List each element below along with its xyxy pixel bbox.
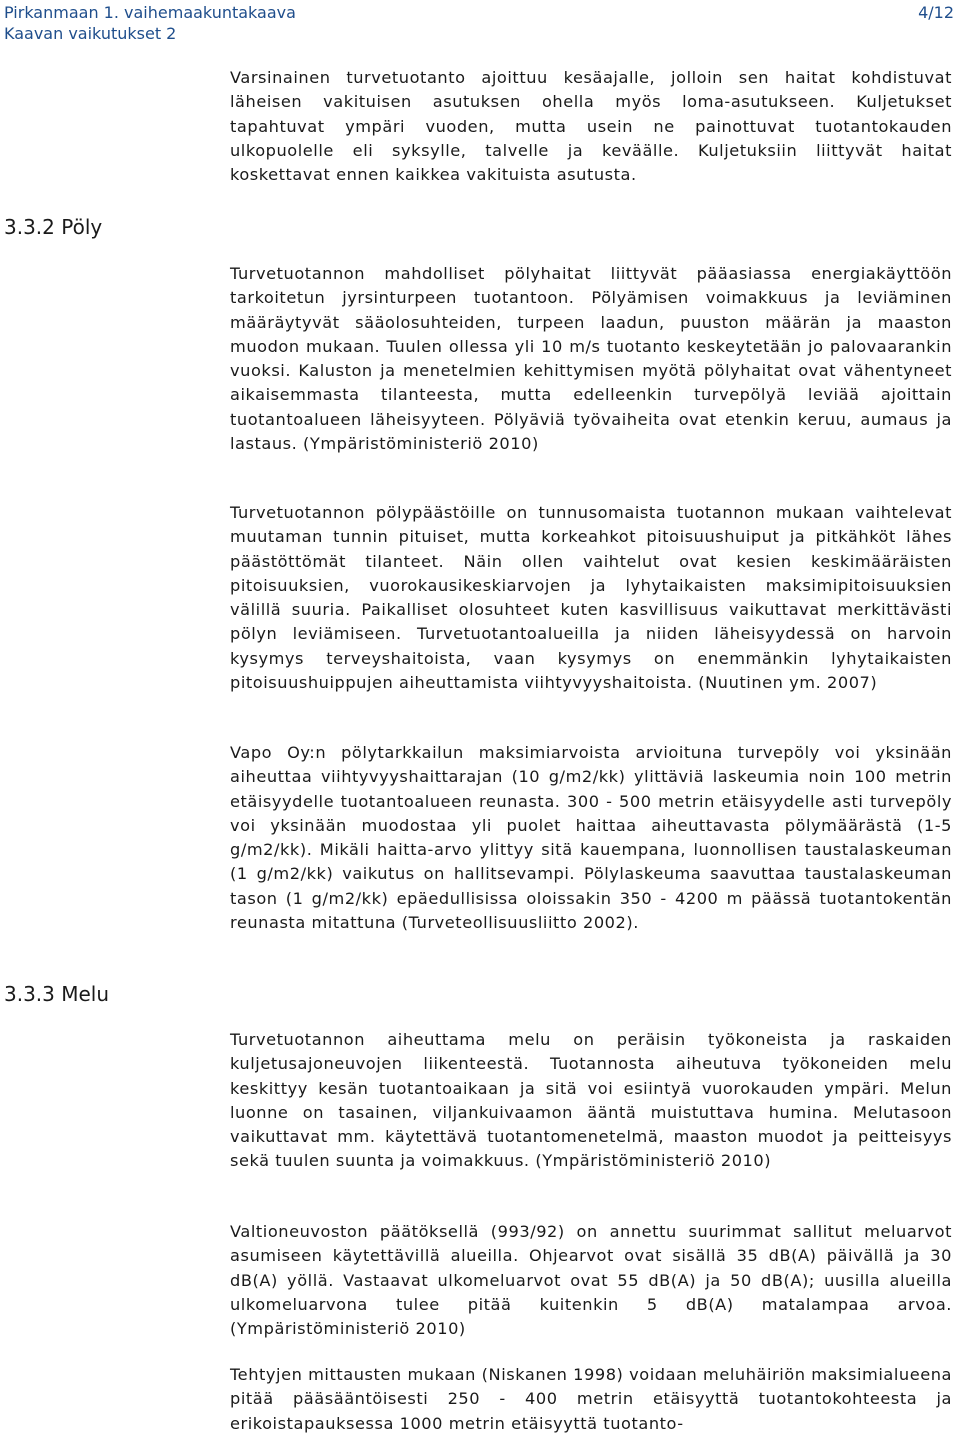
section-heading-poly: 3.3.2 Pöly (4, 215, 103, 239)
section-heading-melu: 3.3.3 Melu (4, 982, 110, 1006)
paragraph-dust-intro: Turvetuotannon mahdolliset pölyhaitat liittyvät pääasiassa energiakäyttöön tarkoitetun jyrsinturpeen tuotantoon. Pölyämisen voimakkuus ja leviäminen määräytyvät sääolosuhteiden, turpeen laadun, puuston määrän ja maaston muodon mukaan. Tuulen ollessa yli 10 m/s tuotanto keskeytetään jo palovaarankin vuoksi. Kaluston ja menetelmien kehittymisen myötä pölyhaitat ovat vähentyneet aikaisemmasta tilanteesta, mutta edelleenkin turvepölyä leviää ajoittain tuotantoalueen läheisyyteen. Pölyäviä työvaiheita ovat etenkin keruu, aumaus ja lastaus. (Ympäristöministeriö 2010) (230, 264, 952, 454)
paragraph-noise-intro: Turvetuotannon aiheuttama melu on peräisin työkoneista ja raskaiden kuljetusajoneuvojen liikenteestä. Tuotannosta aiheutuva työkoneiden melu keskittyy kesän tuotantoaikaan ja sitä voi esiintyä vuorokauden ympäri. Melun luonne on tasainen, viljankuivaamon ääntä muistuttava humina. Melutasoon vaikuttavat mm. käytettävä tuotantomenetelmä, maaston muodot ja peitteisyys sekä tuulen suunta ja voimakkuus. (Ympäristöministeriö 2010) (230, 1030, 952, 1171)
paragraph-noise-measurements: Tehtyjen mittausten mukaan (Niskanen 1998) voidaan meluhäiriön maksimialueena pitää pääsääntöisesti 250 - 400 metrin etäisyyttä tuotantokohteesta ja erikoistapauksessa 1000 metrin etäisyyttä tuotanto- (230, 1365, 952, 1433)
paragraph-transport: Varsinainen turvetuotanto ajoittuu kesäajalle, jolloin sen haitat kohdistuvat läheisen vakituisen asutuksen ohella myös loma-asutukseen. Kuljetukset tapahtuvat ympäri vuoden, mutta usein ne painottuvat tuotantokauden ulkopuolelle eli syksylle, talvelle ja keväälle. Kuljetuksiin liittyvät haitat koskettavat ennen kaikkea vakituista asutusta. (230, 68, 952, 185)
document-subtitle: Kaavan vaikutukset 2 (4, 24, 177, 43)
page-number: 4/12 (918, 3, 954, 22)
paragraph-dust-emissions: Turvetuotannon pölypäästöille on tunnusomaista tuotannon mukaan vaihtelevat muutaman tunnin pituiset, mutta korkeahkot pitoisuushuiput ja pitkähköt lähes päästöttömät tilanteet. Näin ollen vaihtelut ovat kesien keskimääräisten pitoisuuksien, vuorokausikeskiarvojen ja lyhytaikaisten maksimipitoisuuksien välillä suuria. Paikalliset olosuhteet kuten kasvillisuus vaikuttavat merkittävästi pölyn leviämiseen. Turvetuotantoalueilla ja niiden läheisyydessä on harvoin kysymys terveyshaitoista, vaan kysymys on enemmänkin lyhytaikaisten pitoisuushuippujen aiheuttamista viihtyvyyshaitoista. (Nuutinen ym. 2007) (230, 503, 952, 693)
page-header (4, 2, 954, 44)
paragraph-dust-monitoring: Vapo Oy:n pölytarkkailun maksimiarvoista arvioituna turvepöly voi yksinään aiheuttaa viihtyvyyshaittarajan (10 g/m2/kk) ylittäviä laskeumia noin 100 metrin etäisyydelle tuotantoalueen reunasta. 300 - 500 metrin etäisyydelle asti turvepöly voi yksinään muodostaa yli puolet haittaa aiheuttavasta pölymäärästä (1-5 g/m2/kk). Mikäli haitta-arvo ylittyy sitä kauempana, luonnollisen taustalaskeuman (1 g/m2/kk) vaikutus on hallitsevampi. Pölylaskeuma saavuttaa taustalaskeuman tason (1 g/m2/kk) epäedullisissa oloissakin 350 - 4200 m päässä tuotantokentän reunasta mitattuna (Turveteollisuusliitto 2002). (230, 743, 952, 933)
document-title: Pirkanmaan 1. vaihemaakuntakaava (4, 3, 296, 22)
paragraph-noise-limits: Valtioneuvoston päätöksellä (993/92) on annettu suurimmat sallitut meluarvot asumiseen käytettävillä alueilla. Ohjearvot ovat sisällä 35 dB(A) päivällä ja 30 dB(A) yöllä. Vastaavat ulkomeluarvot ovat 55 dB(A) ja 50 dB(A); uusilla alueilla ulkomeluarvona tulee pitää kuitenkin 5 dB(A) matalampaa arvoa. (Ympäristöministeriö 2010) (230, 1222, 952, 1339)
